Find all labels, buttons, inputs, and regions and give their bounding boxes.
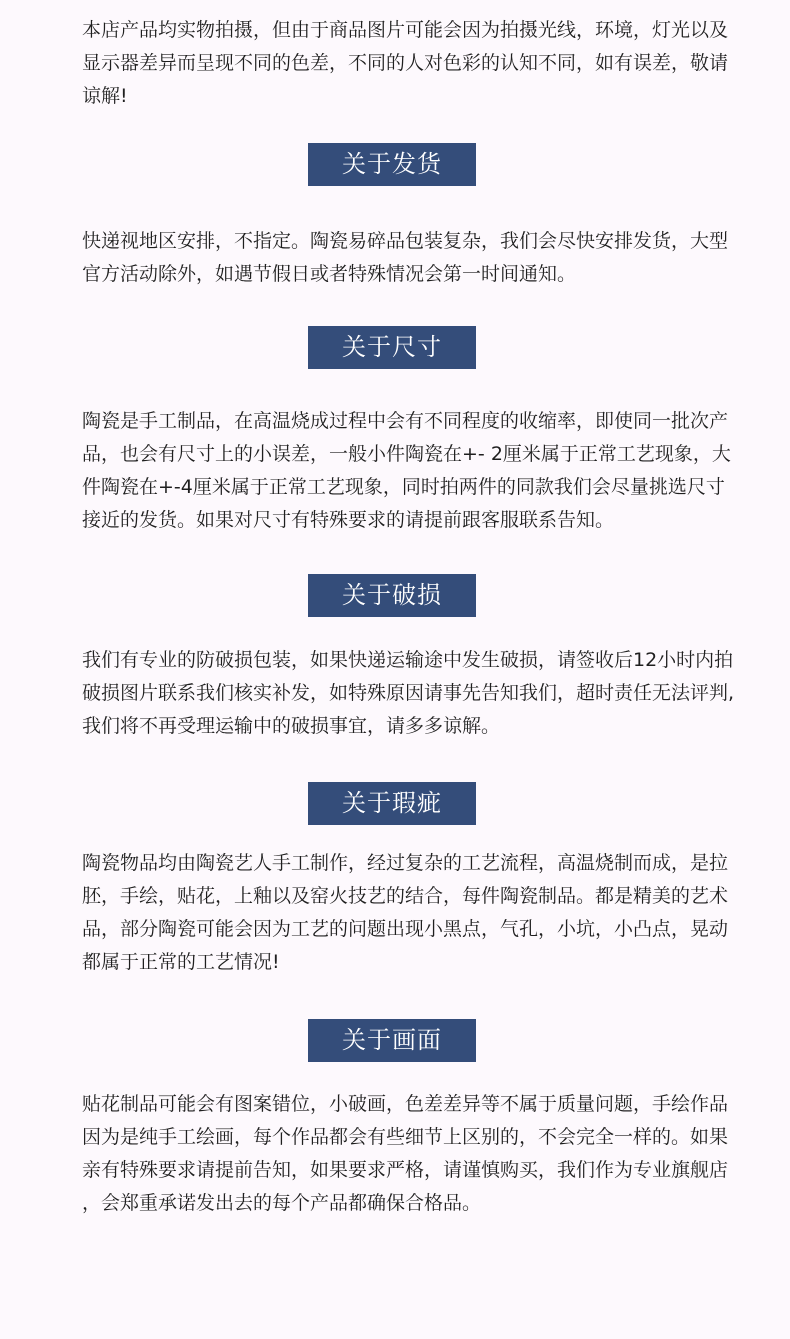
section-body-flaws <box>82 847 762 979</box>
section-body-size <box>82 405 762 537</box>
section-heading-pattern: 关于画面 <box>308 1019 476 1062</box>
body-line: 陶瓷物品均由陶瓷艺人手工制作，经过复杂的工艺流程，高温烧制而成，是拉 <box>82 852 729 874</box>
body-line: 破损图片联系我们核实补发，如特殊原因请事先告知我们，超时责任无法评判, <box>82 682 735 704</box>
section-heading-shipping: 关于发货 <box>308 143 476 186</box>
body-line: ，会郑重承诺发出去的每个产品都确保合格品。 <box>82 1192 482 1214</box>
intro-line: 显示器差异而呈现不同的色差，不同的人对色彩的认知不同，如有误差，敬请 <box>82 52 729 74</box>
section-heading-flaws: 关于瑕疵 <box>308 782 476 825</box>
intro-line: 本店产品均实物拍摄，但由于商品图片可能会因为拍摄光线，环境，灯光以及 <box>82 19 729 41</box>
body-line: 品，部分陶瓷可能会因为工艺的问题出现小黑点，气孔，小坑，小凸点，晃动 <box>82 918 729 940</box>
body-line: 快递视地区安排，不指定。陶瓷易碎品包装复杂，我们会尽快安排发货，大型 <box>82 230 729 252</box>
section-body-pattern <box>82 1088 762 1220</box>
body-line: 都属于正常的工艺情况! <box>82 951 280 973</box>
body-line: 因为是纯手工绘画，每个作品都会有些细节上区别的，不会完全一样的。如果 <box>82 1126 729 1148</box>
section-body-damage <box>82 644 762 743</box>
section-heading-size: 关于尺寸 <box>308 326 476 369</box>
body-line: 品，也会有尺寸上的小误差，一般小件陶瓷在+- 2厘米属于正常工艺现象，大 <box>82 443 731 465</box>
body-line: 贴花制品可能会有图案错位，小破画，色差差异等不属于质量问题，手绘作品 <box>82 1093 729 1115</box>
body-line: 陶瓷是手工制品，在高温烧成过程中会有不同程度的收缩率，即使同一批次产 <box>82 410 729 432</box>
body-line: 我们有专业的防破损包装，如果快递运输途中发生破损，请签收后12小时内拍 <box>82 649 734 671</box>
intro-paragraph <box>82 14 762 113</box>
body-line: 接近的发货。如果对尺寸有特殊要求的请提前跟客服联系告知。 <box>82 509 615 531</box>
body-line: 件陶瓷在+-4厘米属于正常工艺现象，同时拍两件的同款我们会尽量挑选尺寸 <box>82 476 725 498</box>
body-line: 官方活动除外，如遇节假日或者特殊情况会第一时间通知。 <box>82 263 577 285</box>
section-heading-damage: 关于破损 <box>308 574 476 617</box>
intro-line: 谅解! <box>82 85 128 107</box>
body-line: 我们将不再受理运输中的破损事宜，请多多谅解。 <box>82 715 501 737</box>
body-line: 胚，手绘，贴花，上釉以及窑火技艺的结合，每件陶瓷制品。都是精美的艺术 <box>82 885 729 907</box>
section-body-shipping <box>82 225 762 291</box>
body-line: 亲有特殊要求请提前告知，如果要求严格，请谨慎购买，我们作为专业旗舰店 <box>82 1159 729 1181</box>
